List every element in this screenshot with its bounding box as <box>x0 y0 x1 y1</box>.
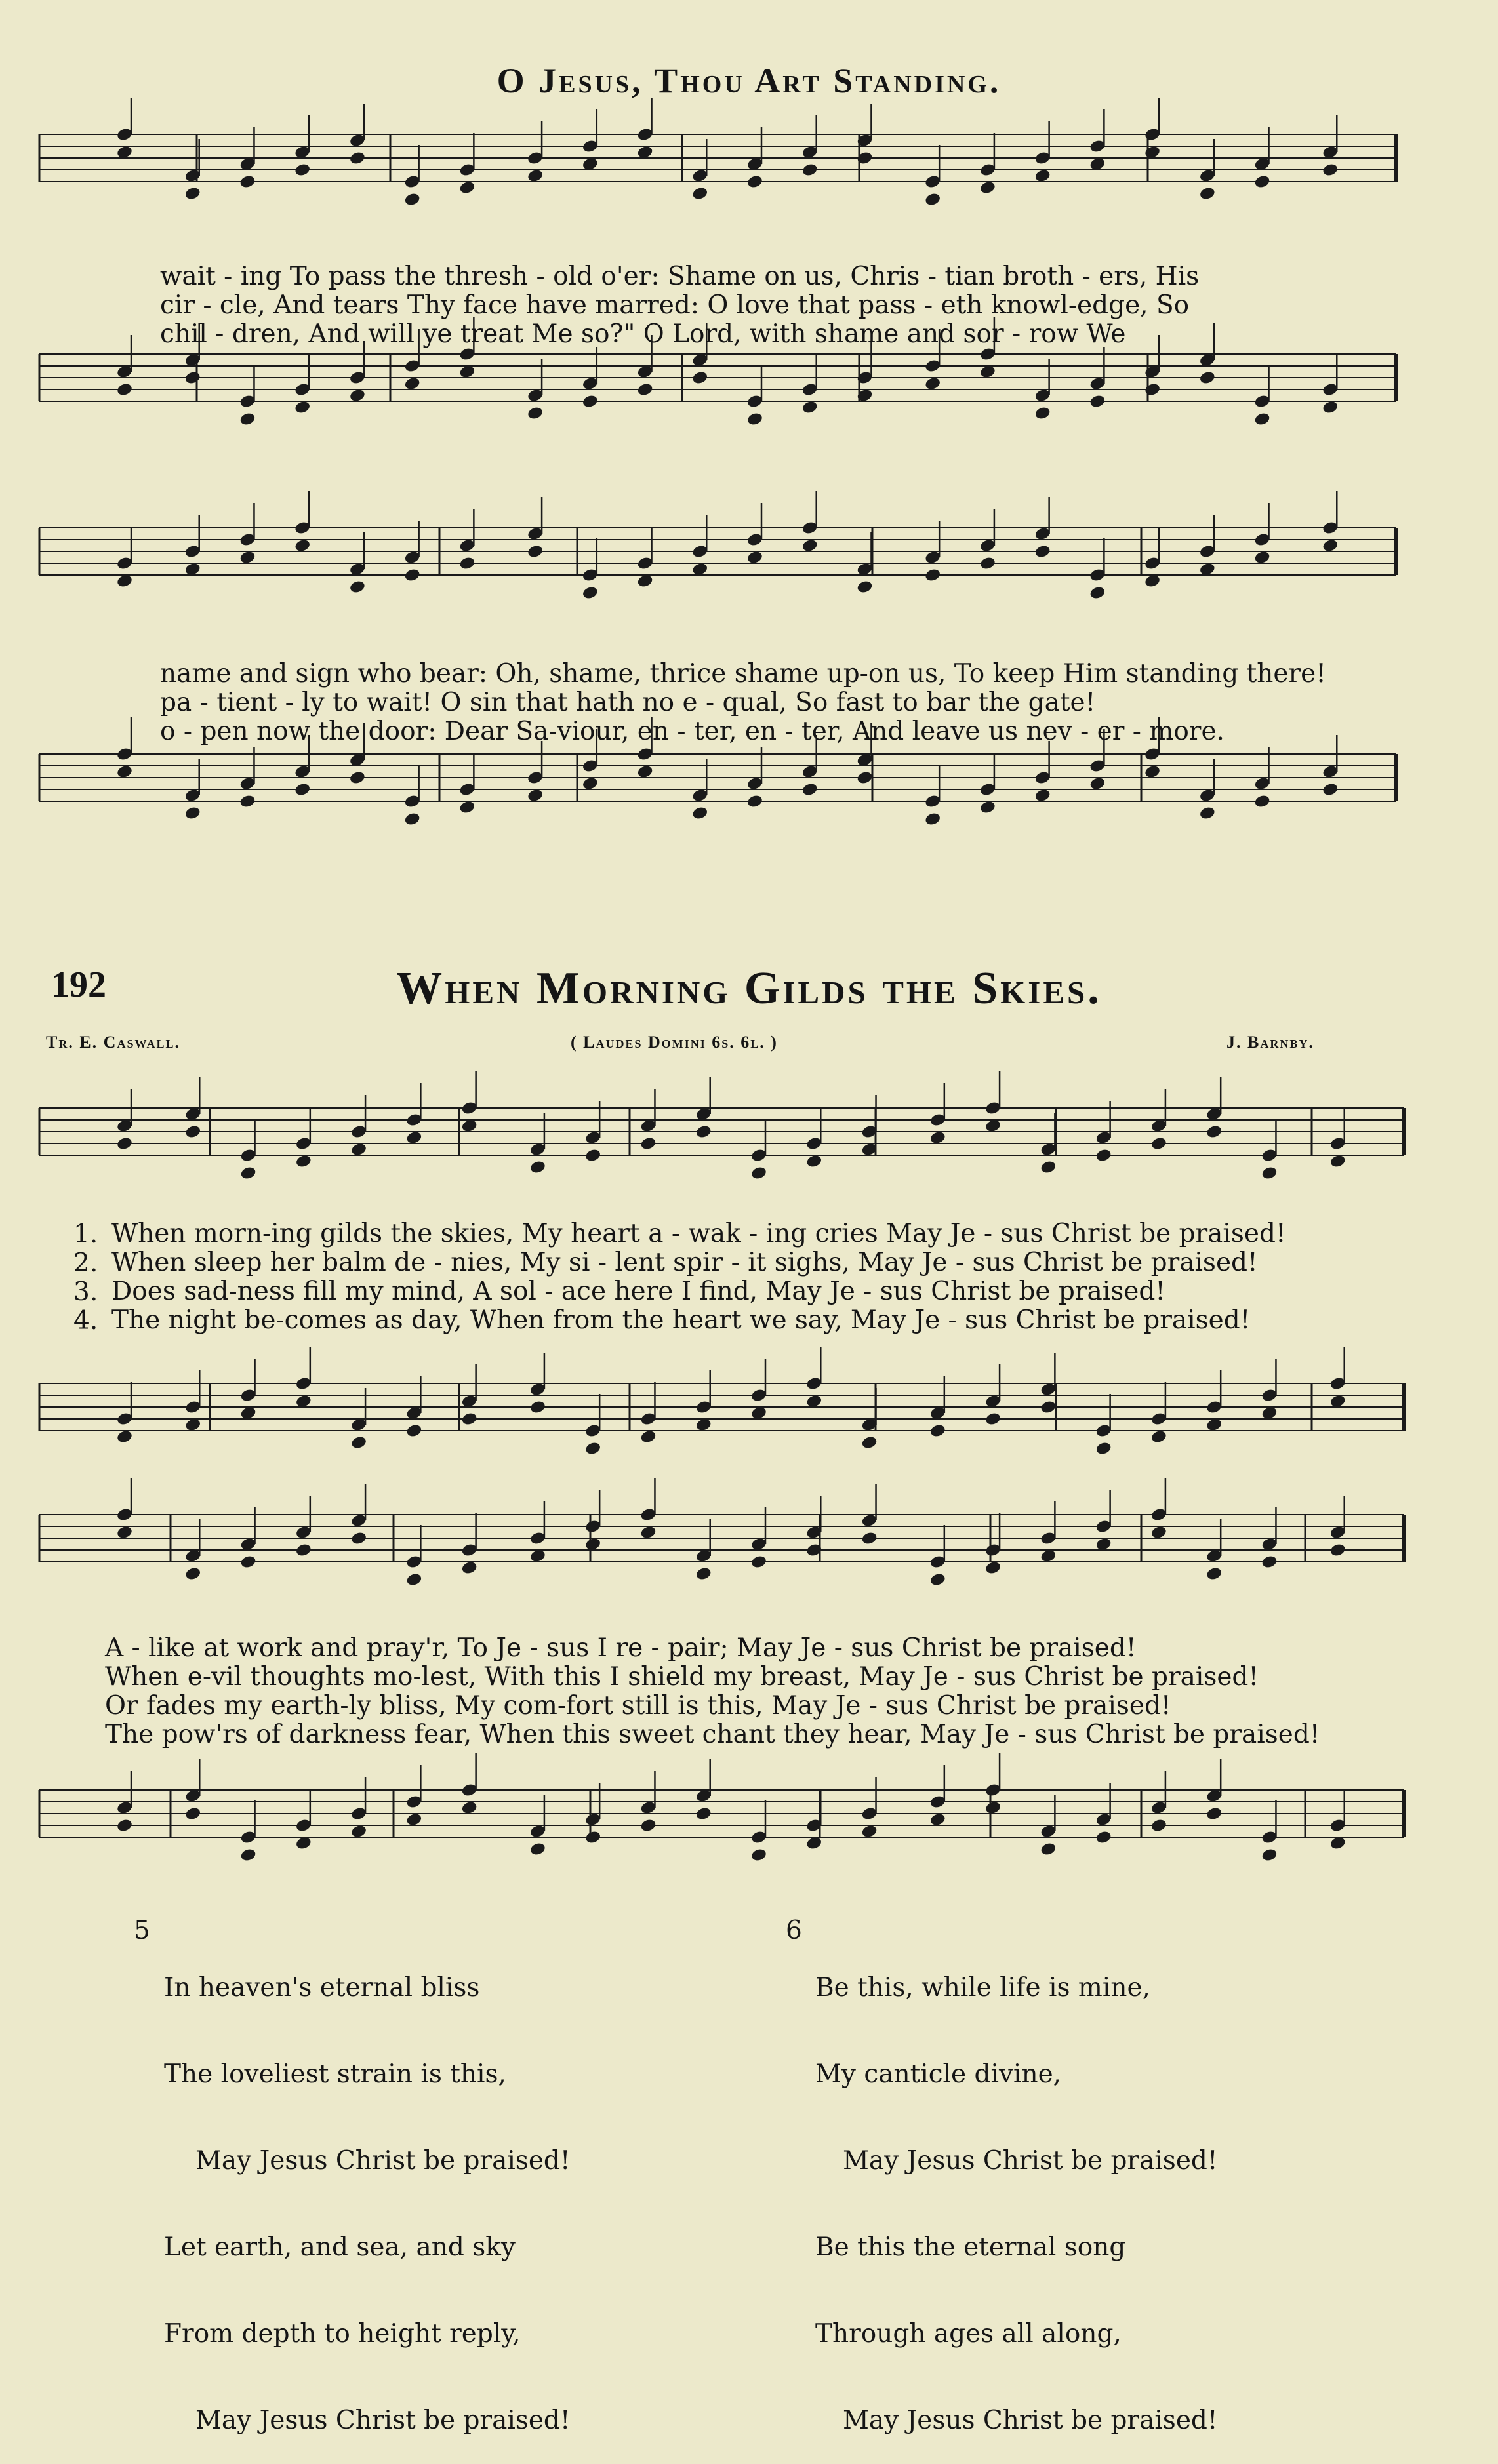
stanza-number: 5 <box>134 1916 150 1945</box>
stanza-line: Be this the eternal song <box>815 2233 1126 2262</box>
composer-credit: J. Barnby. <box>1226 1033 1314 1052</box>
stanza-line: The loveliest strain is this, <box>164 2059 506 2089</box>
verse-number: 2. <box>73 1248 98 1278</box>
stanza-line: Be this, while life is mine, <box>815 1973 1150 2002</box>
hymn-number: 192 <box>51 964 106 1005</box>
stanza-5 <box>164 1916 571 2464</box>
stanza-line: Through ages all along, <box>815 2319 1122 2349</box>
lyric-line: When morn-ing gilds the skies, My heart a - wak - ing cries May Je - sus Christ be praised! <box>111 1219 1286 1248</box>
translator-credit: Tr. E. Caswall. <box>46 1033 180 1052</box>
stanza-6 <box>815 1916 1218 2464</box>
stanza-line: From depth to height reply, <box>164 2319 521 2349</box>
verse-number: 3. <box>73 1277 98 1307</box>
lyric-line: name and sign who bear: Oh, shame, thrice shame up-on us, To keep Him standing there! <box>160 659 1326 688</box>
stanza-line: My canticle divine, <box>815 2059 1062 2089</box>
lyric-line: The night be-comes as day, When from the heart we say, May Je - sus Christ be praised! <box>111 1305 1251 1335</box>
tune-name: ( Laudes Domini 6s. 6l. ) <box>571 1033 778 1052</box>
stanza-line: May Jesus Christ be praised! <box>195 2406 571 2435</box>
lyric-line: When e-vil thoughts mo-lest, With this I shield my breast, May Je - sus Christ be praised! <box>105 1662 1259 1692</box>
lyric-line: pa - tient - ly to wait! O sin that hath no e - qual, So fast to bar the gate! <box>160 688 1096 717</box>
stanza-line: May Jesus Christ be praised! <box>843 2406 1218 2435</box>
stanza-line: In heaven's eternal bliss <box>164 1973 480 2002</box>
lyric-line: cir - cle, And tears Thy face have marred: O love that pass - eth knowl-edge, So <box>160 290 1190 320</box>
lyric-line: chil - dren, And will ye treat Me so?" O Lord, with shame and sor - row We <box>160 319 1126 349</box>
stanza-line: May Jesus Christ be praised! <box>195 2146 571 2176</box>
lyric-line: A - like at work and pray'r, To Je - sus I re - pair; May Je - sus Christ be praised! <box>105 1633 1137 1663</box>
lyric-line: The pow'rs of darkness fear, When this sweet chant they hear, May Je - sus Christ be praised! <box>105 1720 1320 1749</box>
stanza-line: Let earth, and sea, and sky <box>164 2233 516 2262</box>
lyric-line: When sleep her balm de - nies, My si - lent spir - it sighs, May Je - sus Christ be praised! <box>111 1248 1258 1277</box>
verse-number: 1. <box>73 1220 98 1249</box>
stanza-line: May Jesus Christ be praised! <box>843 2146 1218 2176</box>
hymn-title: O Jesus, Thou Art Standing. <box>496 61 1002 100</box>
lyric-line: Does sad-ness fill my mind, A sol - ace here I find, May Je - sus Christ be praised! <box>111 1277 1165 1306</box>
lyric-line: wait - ing To pass the thresh - old o'er: Shame on us, Chris - tian broth - ers, His <box>160 262 1200 291</box>
lyric-line: o - pen now the door: Dear Sa-viour, en - ter, en - ter, And leave us nev - er - more. <box>160 717 1225 746</box>
lyric-line: Or fades my earth-ly bliss, My com-fort still is this, May Je - sus Christ be praised! <box>105 1691 1171 1720</box>
stanza-number: 6 <box>786 1916 802 1945</box>
hymn-title-2: When Morning Gilds the Skies. <box>396 963 1102 1014</box>
verse-number: 4. <box>73 1306 98 1336</box>
